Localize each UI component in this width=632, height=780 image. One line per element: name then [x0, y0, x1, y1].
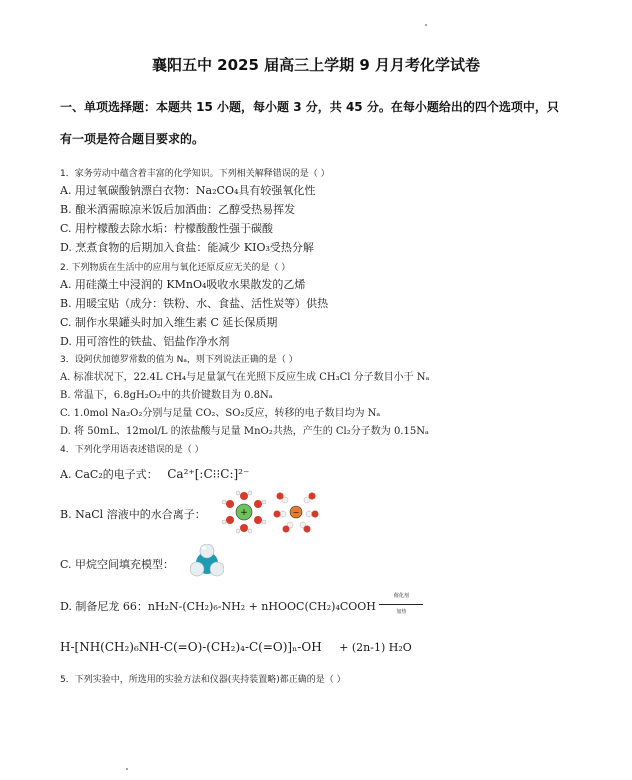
section-heading-line1: 一、单项选择题：本题共 15 小题，每小题 3 分，共 45 分。在每小题给出的四个选项中，只 [60, 100, 559, 114]
q1-option-c: C. 用柠檬酸去除水垢：柠檬酸酸性强于碳酸 [60, 222, 274, 235]
q4-option-d-label: D. 制备尼龙 66：nH₂N-(CH₂)₆-NH₂ + nHOOC(CH₂)₄COOH [60, 600, 376, 613]
q2-option-d: D. 用可溶性的铁盐、铝盐作净水剂 [60, 335, 230, 348]
q3-option-c: C. 1.0mol Na₂O₂分别与足量 CO₂、SO₂反应，转移的电子数目均为 Nₐ [60, 408, 381, 419]
q2-option-b: B. 用暖宝贴（成分：铁粉、水、食盐、活性炭等）供热 [60, 297, 329, 310]
q4-option-b-label: B. NaCl 溶液中的水合离子： [60, 508, 206, 521]
q4-option-a-label: A. CaC₂的电子式： [60, 468, 158, 481]
q5-stem: 5．下列实验中，所选用的实验方法和仪器(夹持装置略)都正确的是（ ） [60, 675, 346, 685]
methane-space-filling-model [190, 544, 224, 580]
scan-speck [425, 24, 427, 26]
q4-stem: 4．下列化学用语表述错误的是（ ） [60, 445, 204, 455]
q2-stem: 2. 下列物质在生活中的应用与氧化还原反应无关的是（ ） [60, 263, 291, 273]
q4-option-c-label: C. 甲烷空间填充模型： [60, 558, 175, 571]
q2-option-a: A. 用硅藻土中浸润的 KMnO₄吸收水果散发的乙烯 [60, 278, 306, 291]
q3-option-a: A. 标准状况下，22.4L CH₄与足量氯气在光照下反应生成 CH₃Cl 分子数目小于 Nₐ [60, 372, 430, 383]
q3-stem: 3．设阿伏加德罗常数的值为 Nₐ，则下列说法正确的是（ ） [60, 355, 298, 365]
reaction-arrow [379, 593, 423, 615]
q3-option-b: B. 常温下，6.8gH₂O₂中的共价键数目为 0.8Nₐ [60, 390, 273, 401]
nylon-product-line [60, 640, 412, 654]
q2-option-c: C. 制作水果罐头时加入维生素 C 延长保质期 [60, 316, 278, 329]
hydrated-sodium-ion [222, 491, 266, 533]
water-byproduct: + (2n-1) H₂O [339, 641, 412, 654]
hydrated-ions-diagram [220, 490, 320, 534]
reaction-arrow-line [379, 604, 423, 605]
q4-option-d [60, 593, 423, 615]
cac2-electron-formula: Ca²⁺[:C⁝⁝C:]²⁻ [167, 467, 250, 481]
q1-option-b: B. 酿米酒需晾凉米饭后加酒曲：乙醇受热易挥发 [60, 203, 296, 216]
hydrated-chloride-ion [274, 493, 319, 533]
scan-speck [126, 768, 128, 770]
section-heading-line2: 有一项是符合题目要求的。 [60, 132, 205, 146]
svg-text:+: + [240, 508, 248, 518]
q1-stem: 1．家务劳动中蕴含着丰富的化学知识。下列相关解释错误的是（ ） [60, 169, 330, 179]
q3-option-d: D. 将 50mL、12mol/L 的浓盐酸与足量 MnO₂共热，产生的 Cl₂分子数为 0.15Nₐ [60, 426, 429, 437]
q4-option-a [60, 466, 249, 482]
q1-option-d: D. 烹煮食物的后期加入食盐：能减少 KIO₃受热分解 [60, 241, 314, 254]
exam-title: 襄阳五中 2025 届高三上学期 9 月月考化学试卷 [151, 56, 481, 74]
q1-option-a: A. 用过氧碳酸钠漂白衣物：Na₂CO₄具有较强氧化性 [60, 184, 316, 197]
catalyst-label: 催化剂 [393, 593, 409, 599]
svg-text:−: − [292, 508, 300, 517]
nylon-product-formula: H-[NH(CH₂)₆NH-C(=O)-(CH₂)₄-C(=O)]ₙ-OH [60, 640, 322, 654]
heat-label: 加热 [396, 609, 407, 615]
